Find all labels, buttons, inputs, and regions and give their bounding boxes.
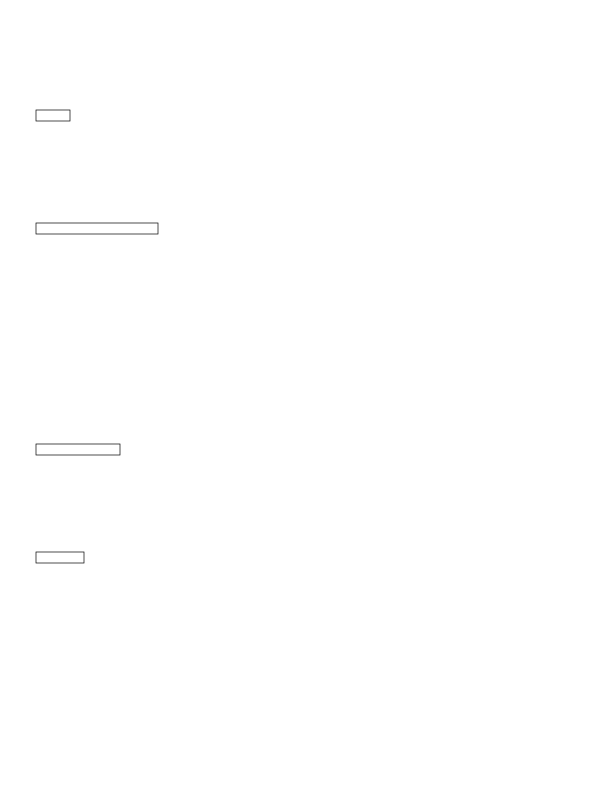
rehearsal-chorus (36, 552, 84, 563)
rehearsal-verse (36, 223, 158, 234)
rehearsal-interlude (36, 444, 120, 455)
rehearsal-intro (36, 110, 70, 121)
